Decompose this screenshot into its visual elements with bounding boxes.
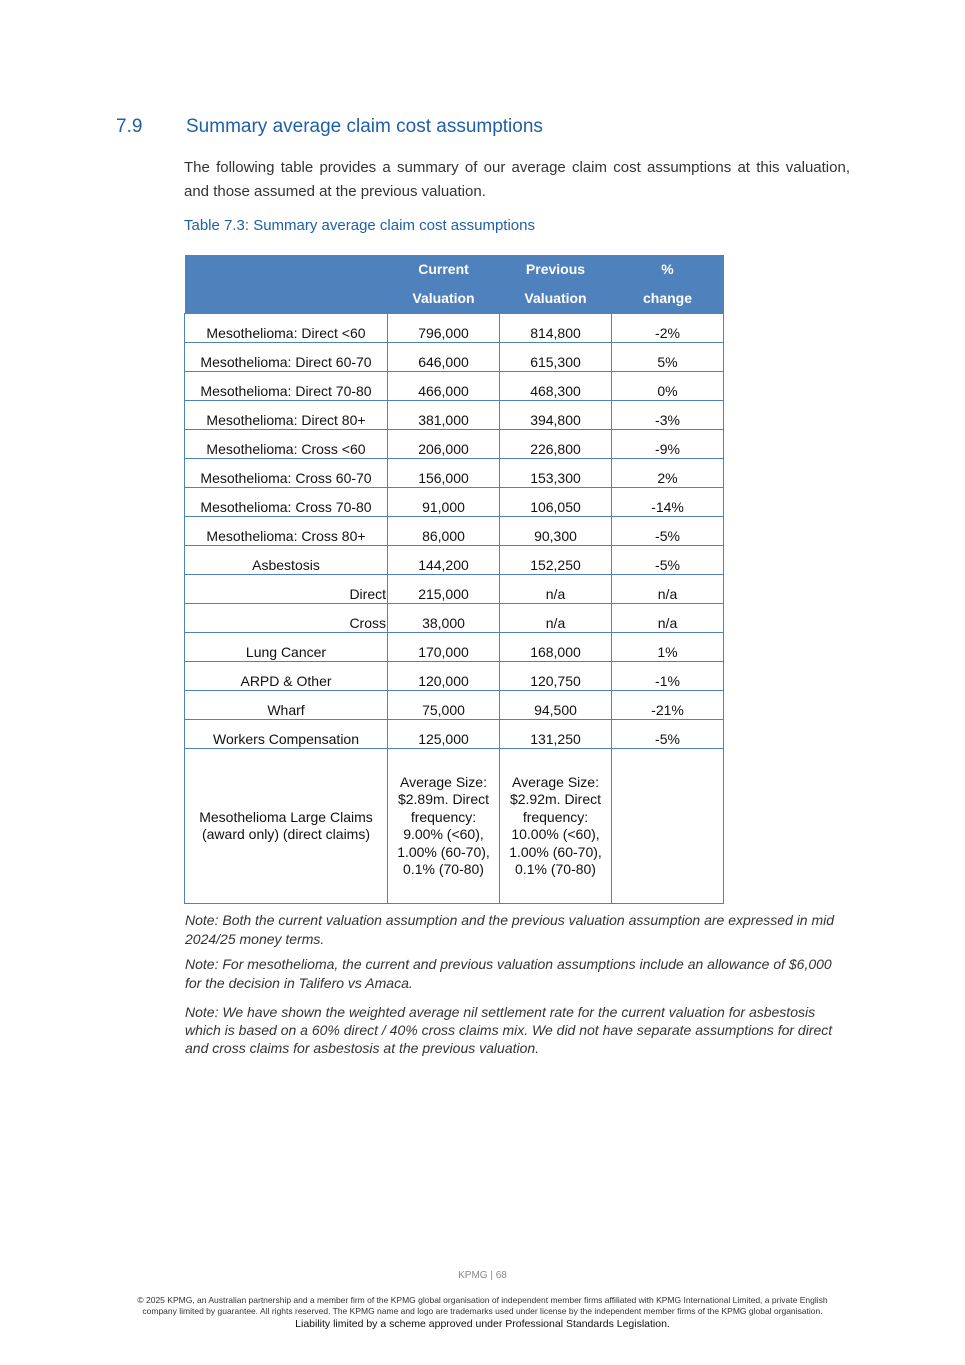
row-previous: 394,800	[500, 401, 612, 430]
footer-line-1: © 2025 KPMG, an Australian partnership and a member firm of the KPMG global organisation of independent member firms affiliated with KPMG International Limited, a private English	[137, 1295, 828, 1305]
row-change: 0%	[612, 372, 724, 401]
row-label: Mesothelioma: Cross 70-80	[185, 488, 388, 517]
note-2: Note: For mesothelioma, the current and previous valuation assumptions include an allowance of $6,000 for the decision in Talifero vs Amaca.	[185, 956, 832, 991]
table-row	[185, 662, 724, 691]
table-row	[185, 575, 724, 604]
claim-cost-table	[184, 255, 724, 904]
footer	[0, 1295, 965, 1331]
table-row	[185, 343, 724, 372]
row-label: Mesothelioma: Direct 80+	[185, 401, 388, 430]
row-label: Mesothelioma: Direct 60-70	[185, 343, 388, 372]
large-claims-previous: Average Size: $2.92m. Direct frequency: 10.00% (<60), 1.00% (60-70), 0.1% (70-80)	[500, 749, 612, 904]
table-row	[185, 459, 724, 488]
row-previous: 226,800	[500, 430, 612, 459]
table-row	[185, 488, 724, 517]
row-change: -5%	[612, 720, 724, 749]
row-current: 206,000	[388, 430, 500, 459]
row-change: -5%	[612, 546, 724, 575]
section-number: 7.9	[116, 116, 143, 137]
table-caption: Table 7.3: Summary average claim cost assumptions	[184, 217, 535, 234]
table-header-row	[185, 255, 724, 314]
row-label: Mesothelioma: Direct <60	[185, 314, 388, 343]
row-change: -21%	[612, 691, 724, 720]
row-current: 215,000	[388, 575, 500, 604]
notes	[185, 911, 850, 1063]
row-change: n/a	[612, 575, 724, 604]
row-previous: 152,250	[500, 546, 612, 575]
table-row	[185, 430, 724, 459]
row-previous: 131,250	[500, 720, 612, 749]
row-previous: 468,300	[500, 372, 612, 401]
row-change: -9%	[612, 430, 724, 459]
row-label: Wharf	[185, 691, 388, 720]
table-row	[185, 372, 724, 401]
row-label: Cross	[185, 604, 388, 633]
table-row	[185, 401, 724, 430]
table-row	[185, 691, 724, 720]
note-3: Note: We have shown the weighted average nil settlement rate for the current valuation for asbestosis which is based on a 60% direct / 40% cross claims mix. We did not have separate assumptions for direct and cross claims for asbestosis at the previous valuation.	[185, 1004, 833, 1056]
row-previous: 168,000	[500, 633, 612, 662]
row-current: 156,000	[388, 459, 500, 488]
section-heading	[116, 116, 543, 138]
row-previous: 814,800	[500, 314, 612, 343]
row-change: -5%	[612, 517, 724, 546]
row-change: 5%	[612, 343, 724, 372]
row-current: 796,000	[388, 314, 500, 343]
row-current: 125,000	[388, 720, 500, 749]
row-previous: n/a	[500, 604, 612, 633]
row-label: Mesothelioma: Cross <60	[185, 430, 388, 459]
header-label	[185, 255, 388, 314]
large-claims-change	[612, 749, 724, 904]
table-row	[185, 314, 724, 343]
page-number: KPMG | 68	[458, 1270, 507, 1281]
row-current: 38,000	[388, 604, 500, 633]
table-row	[185, 517, 724, 546]
row-previous: 90,300	[500, 517, 612, 546]
row-change: 2%	[612, 459, 724, 488]
row-previous: 615,300	[500, 343, 612, 372]
row-label: Direct	[185, 575, 388, 604]
row-previous: n/a	[500, 575, 612, 604]
row-current: 120,000	[388, 662, 500, 691]
table-row	[185, 720, 724, 749]
row-current: 381,000	[388, 401, 500, 430]
row-previous: 106,050	[500, 488, 612, 517]
row-label: ARPD & Other	[185, 662, 388, 691]
row-current: 91,000	[388, 488, 500, 517]
intro-paragraph: The following table provides a summary of our average claim cost assumptions at this valuation, and those assumed at the previous valuation.	[184, 159, 850, 200]
row-current: 646,000	[388, 343, 500, 372]
table-row	[185, 604, 724, 633]
row-label: Asbestosis	[185, 546, 388, 575]
row-current: 75,000	[388, 691, 500, 720]
row-change: -3%	[612, 401, 724, 430]
table-row	[185, 633, 724, 662]
section-title: Summary average claim cost assumptions	[186, 116, 543, 137]
row-previous: 94,500	[500, 691, 612, 720]
row-label: Mesothelioma: Cross 60-70	[185, 459, 388, 488]
header-change: % change	[612, 255, 724, 314]
row-previous: 153,300	[500, 459, 612, 488]
header-previous: Previous Valuation	[500, 255, 612, 314]
large-claims-label: Mesothelioma Large Claims (award only) (direct claims)	[185, 749, 388, 904]
row-change: -2%	[612, 314, 724, 343]
row-current: 170,000	[388, 633, 500, 662]
footer-line-2: company limited by guarantee. All rights reserved. The KPMG name and logo are trademarks used under license by the independent member firms of the KPMG global organisation.	[142, 1306, 823, 1316]
row-label: Workers Compensation	[185, 720, 388, 749]
row-current: 86,000	[388, 517, 500, 546]
row-current: 144,200	[388, 546, 500, 575]
row-label: Mesothelioma: Cross 80+	[185, 517, 388, 546]
row-change: n/a	[612, 604, 724, 633]
note-1: Note: Both the current valuation assumption and the previous valuation assumption are expressed in mid 2024/25 money terms.	[185, 912, 835, 947]
large-claims-row	[185, 749, 724, 904]
table-row	[185, 546, 724, 575]
row-label: Lung Cancer	[185, 633, 388, 662]
row-label: Mesothelioma: Direct 70-80	[185, 372, 388, 401]
footer-liability: Liability limited by a scheme approved under Professional Standards Legislation.	[295, 1318, 670, 1330]
row-change: -14%	[612, 488, 724, 517]
row-change: -1%	[612, 662, 724, 691]
row-current: 466,000	[388, 372, 500, 401]
row-previous: 120,750	[500, 662, 612, 691]
header-current: Current Valuation	[388, 255, 500, 314]
row-change: 1%	[612, 633, 724, 662]
large-claims-current: Average Size: $2.89m. Direct frequency: 9.00% (<60), 1.00% (60-70), 0.1% (70-80)	[388, 749, 500, 904]
